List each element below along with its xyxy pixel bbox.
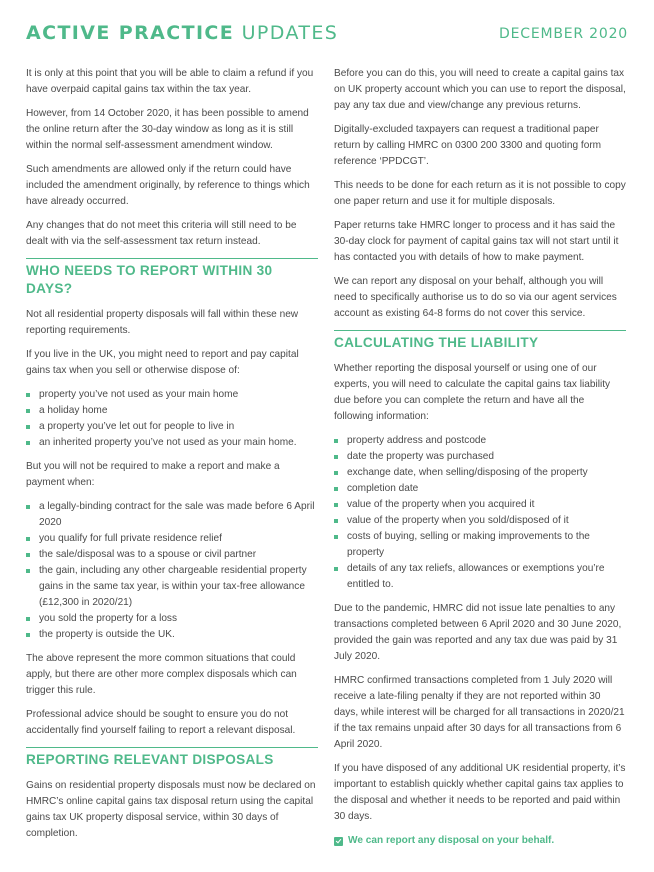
paragraph: This needs to be done for each return as it is not possible to copy one paper return and use it for multiple disposals.	[334, 180, 626, 207]
list-item: an inherited property you’ve not used as your main home.	[26, 435, 318, 451]
paragraph: The above represent the more common situations that could apply, but there are other more complex disposals which can trigger this rule.	[26, 653, 297, 696]
publication-title-light: UPDATES	[241, 22, 339, 44]
list-item: value of the property when you sold/disposed of it	[334, 513, 626, 529]
bullet-list-exemptions	[26, 499, 318, 643]
paragraph: Not all residential property disposals will fall within these new reporting requirements.	[26, 309, 299, 336]
list-item: property you’ve not used as your main home	[26, 387, 318, 403]
paragraph: If you have disposed of any additional UK residential property, it’s important to establish quickly whether capital gains tax applies to the disposal and whether it needs to be reported and paid within 30 days.	[334, 763, 626, 822]
right-column	[334, 66, 626, 849]
paragraph: Professional advice should be sought to ensure you do not accidentally find yourself failing to report a relevant disposal.	[26, 709, 296, 736]
list-item: value of the property when you acquired it	[334, 497, 626, 513]
paragraph: Digitally-excluded taxpayers can request a traditional paper return by calling HMRC on 0300 200 3300 and quoting form reference ‘PPDCGT’.	[334, 124, 602, 167]
call-to-action-text: We can report any disposal on your behalf.	[348, 835, 555, 846]
list-item: a property you’ve let out for people to live in	[26, 419, 318, 435]
bullet-list-disposals	[26, 387, 318, 451]
paragraph: Whether reporting the disposal yourself or using one of our experts, you will need to calculate the capital gains tax liability due before you can complete the return and have all the following information:	[334, 363, 611, 422]
paragraph: However, from 14 October 2020, it has been possible to amend the online return after the 30-day window as long as it is still within the normal self-assessment amendment window.	[26, 108, 309, 151]
checkbox-icon	[334, 837, 343, 846]
paragraph: Gains on residential property disposals must now be declared on HMRC’s online capital gains tax disposal return using the capital gains tax UK property disposal service, within 30 days of completion.	[26, 780, 316, 839]
list-item: you sold the property for a loss	[26, 611, 318, 627]
paragraph: Such amendments are allowed only if the return could have included the amendment originally, by reference to things which have already occurred.	[26, 164, 310, 207]
issue-date: DECEMBER 2020	[499, 26, 628, 42]
paragraph: If you live in the UK, you might need to report and pay capital gains tax when you sell or otherwise dispose of:	[26, 349, 299, 376]
list-item: the sale/disposal was to a spouse or civil partner	[26, 547, 318, 563]
left-column	[26, 66, 318, 850]
publication-title-bold: ACTIVE PRACTICE	[26, 22, 235, 44]
paragraph: It is only at this point that you will be able to claim a refund if you have overpaid capital gains tax within the tax year.	[26, 68, 314, 95]
list-item: costs of buying, selling or making improvements to the property	[334, 529, 626, 561]
list-item: details of any tax reliefs, allowances or exemptions you’re entitled to.	[334, 561, 626, 593]
paragraph: Due to the pandemic, HMRC did not issue late penalties to any transactions completed between 6 April 2020 and 30 June 2020, provided the gain was reported and any tax due was paid by 31 July 2020.	[334, 603, 622, 662]
list-item: completion date	[334, 481, 626, 497]
paragraph: HMRC confirmed transactions completed from 1 July 2020 will receive a late-filing penalty if they are not reported within 30 days, while interest will be charged for all transactions in 2020/21 if the tax remains unpaid after 30 days for all transactions from 6 April 2020.	[334, 675, 625, 750]
section-heading-reporting-disposals: REPORTING RELEVANT DISPOSALS	[26, 747, 318, 769]
paragraph: But you will not be required to make a report and make a payment when:	[26, 461, 280, 488]
list-item: exchange date, when selling/disposing of the property	[334, 465, 626, 481]
call-to-action	[334, 833, 626, 849]
section-heading-calculating-liability: CALCULATING THE LIABILITY	[334, 330, 626, 352]
paragraph: We can report any disposal on your behalf, although you will need to specifically authorise us to do so via our agent services account as existing 64-8 forms do not cover this service.	[334, 276, 617, 319]
paragraph: Any changes that do not meet this criteria will still need to be dealt with via the self-assessment tax return instead.	[26, 220, 297, 247]
list-item: you qualify for full private residence relief	[26, 531, 318, 547]
publication-title	[26, 20, 338, 46]
section-heading-who-needs-to-report: WHO NEEDS TO REPORT WITHIN 30 DAYS?	[26, 258, 318, 298]
list-item: the property is outside the UK.	[26, 627, 318, 643]
list-item: a legally-binding contract for the sale was made before 6 April 2020	[26, 499, 318, 531]
list-item: the gain, including any other chargeable residential property gains in the same tax year, is within your tax-free allowance (£12,300 in 2020/21)	[26, 563, 318, 611]
list-item: a holiday home	[26, 403, 318, 419]
page-header	[26, 20, 628, 48]
list-item: property address and postcode	[334, 433, 626, 449]
list-item: date the property was purchased	[334, 449, 626, 465]
bullet-list-information	[334, 433, 626, 593]
paragraph: Paper returns take HMRC longer to process and it has said the 30-day clock for payment of capital gains tax will not start until it has contacted you with details of how to make payment.	[334, 220, 619, 263]
paragraph: Before you can do this, you will need to create a capital gains tax on UK property account which you can use to report the disposal, pay any tax due and view/change any previous returns.	[334, 68, 626, 111]
